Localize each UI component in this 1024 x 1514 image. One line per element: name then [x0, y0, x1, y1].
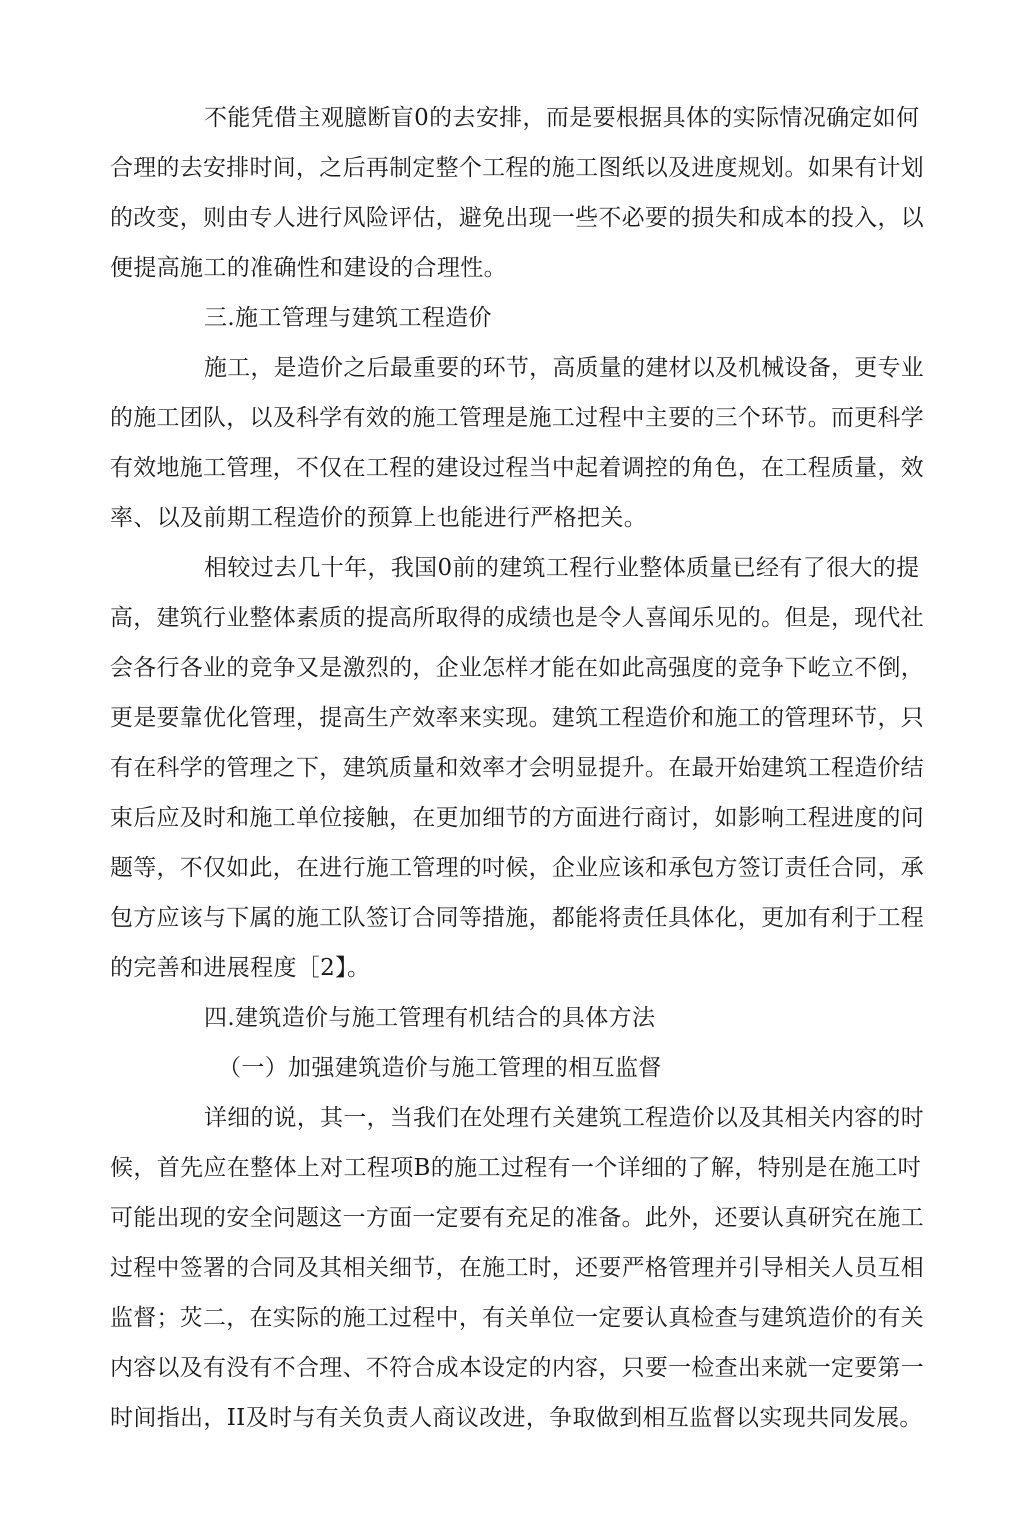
paragraph-4-line-1: 详细的说，其一，当我们在处理冇关建筑工程造价以及其相关内容的时: [204, 1105, 925, 1131]
paragraph-4-line-5: 监督；苂二，在实际的施工过程中，有关单位一定要认真检查与建筑造价的有关: [110, 1305, 924, 1331]
paragraph-2-line-2: 的施工团队，以及科学有效的施工管理是施工过程中主要的三个环节。而更科学: [110, 405, 924, 431]
paragraph-1-line-4: 便提高施工的准确性和建设的合理性。: [110, 255, 507, 281]
paragraph-3-line-8: 包方应该与下属的施工队签订合同等措施，都能将责任具体化，更加有利于工程: [110, 905, 924, 931]
subsection-heading-1: （一）加强建筑造价与施工管理的相互监督: [218, 1055, 662, 1081]
paragraph-1-line-3: 的改变，则由专人进行风险评估，避免出现一些不必要的损失和成本的投入，以: [110, 205, 924, 231]
paragraph-3-line-2: 高，建筑行业整体素质的提高所取得的成绩也是令人喜闻乐见的。但是，现代社: [110, 605, 924, 631]
paragraph-2-line-1: 施工，是造价之后最重要的环节，高质量的建材以及机械设备，更专业: [204, 355, 925, 381]
paragraph-3-line-1: 相较过去几十年，我国0前的建筑工程行业整体质量已经有了很大的提: [204, 555, 920, 581]
paragraph-4-line-4: 过程中签署的合同及其相关细节，在施工时，还要严格管理并引导相关人员互相: [110, 1255, 924, 1281]
section-heading-4: 四.建筑造价与施工管理有机结合的具体方法: [204, 1005, 656, 1031]
paragraph-2-line-3: 有效地施工管理，不仅在工程的建设过程当中起着调控的角色，在工程质量，效: [110, 455, 924, 481]
paragraph-4-line-3: 可能出现的安全问题这一方面一定要有充足的准备。此外，还要认真研究在施工: [110, 1205, 924, 1231]
paragraph-2-line-4: 率、以及前期工程造价的预算上也能进行严格把关。: [110, 505, 648, 531]
paragraph-4-line-6: 内容以及有没有不合理、不符合成本设定的内容，只要一检查出来就一定要第一: [110, 1355, 924, 1381]
paragraph-1-line-2: 合理的去安排时间，之后再制定整个工程的施工图纸以及进度规划。如果有计划: [110, 155, 924, 181]
paragraph-3-line-5: 有在科学的管理之下，建筑质量和效率才会明显提升。在最开始建筑工程造价结: [110, 755, 924, 781]
paragraph-3-line-4: 更是要靠优化管理，提高生产效率来实现。建筑工程造价和施工的管理环节，只: [110, 705, 924, 731]
paragraph-3-line-6: 束后应及时和施工单位接触，在更加细节的方面进行商讨，如影响工程进度的问: [110, 805, 924, 831]
paragraph-3-line-7: 题等，不仅如此，在进行施工管理的吋候，企业应该和承包方签订责任合同，承: [110, 855, 924, 881]
paragraph-3-line-9: 的完善和进展程度［2】。: [110, 955, 371, 981]
paragraph-1-line-1: 不能凭借主观臆断盲0的去安排，而是要根据具体的实际情况确定如何: [204, 105, 920, 131]
paragraph-4-line-7: 时间指出，II及时与有关负责人商议改进，争取做到相互监督以实现共同发展。: [110, 1405, 923, 1431]
paragraph-4-line-2: 候，首先应在整体上对工程项B的施工过程有一个详细的了解，特别是在施工吋: [110, 1155, 922, 1181]
paragraph-3-line-3: 会各行各业的竞争又是激烈的，企业怎样才能在如此高强度的竞争下屹立不倒，: [110, 655, 924, 681]
section-heading-3: 三.施工管理与建筑工程造价: [204, 305, 492, 331]
